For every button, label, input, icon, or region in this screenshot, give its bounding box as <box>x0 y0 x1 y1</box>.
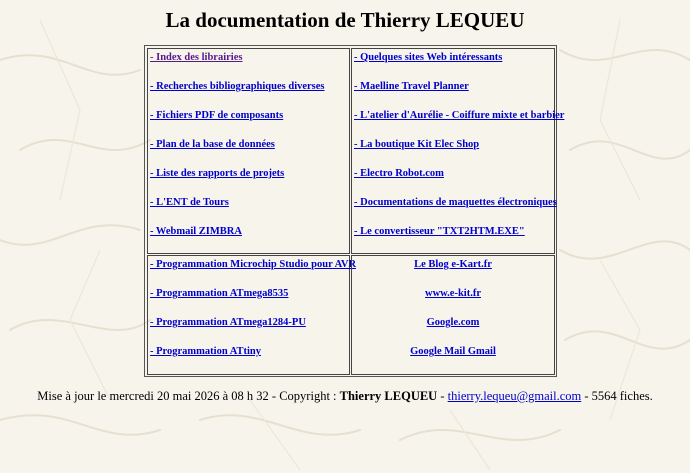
link-atelier-aurelie[interactable]: - L'atelier d'Aurélie - Coiffure mixte et barbier <box>354 110 565 121</box>
link-maelline[interactable]: - Maelline Travel Planner <box>354 81 469 92</box>
list-item <box>354 168 554 197</box>
link-gmail[interactable]: Google Mail Gmail <box>410 346 496 357</box>
link-convertisseur[interactable]: - Le convertisseur "TXT2HTM.EXE" <box>354 226 525 237</box>
list-item <box>352 346 554 375</box>
list-item <box>352 288 554 317</box>
list-item <box>150 346 349 375</box>
list-item <box>150 168 349 197</box>
link-ent-tours[interactable]: - L'ENT de Tours <box>150 197 229 208</box>
list-item <box>150 81 349 110</box>
list-item <box>352 259 554 288</box>
link-atmega1284[interactable]: - Programmation ATmega1284-PU <box>150 317 306 328</box>
link-microchip-studio[interactable]: - Programmation Microchip Studio pour AVR <box>150 259 357 270</box>
cell-bottom-left <box>147 255 357 375</box>
link-sites-web[interactable]: - Quelques sites Web intéressants <box>354 52 503 63</box>
list-item <box>150 226 349 255</box>
link-plan-base-donnees[interactable]: - Plan de la base de données <box>150 139 275 150</box>
link-google[interactable]: Google.com <box>426 317 480 328</box>
footer-update-text: Mise à jour le mercredi 20 mai 2026 à 08 h 32 - Copyright : <box>37 389 340 403</box>
list-item <box>150 288 349 317</box>
link-ekit[interactable]: www.e-kit.fr <box>425 288 481 299</box>
list-item <box>150 52 349 81</box>
list-item <box>150 110 349 139</box>
cell-bottom-right <box>351 255 555 375</box>
cell-top-left <box>147 48 350 254</box>
list-item <box>352 317 554 346</box>
link-fichiers-pdf[interactable]: - Fichiers PDF de composants <box>150 110 284 121</box>
list-item <box>354 139 554 168</box>
footer-count: - 5564 fiches. <box>581 389 653 403</box>
cell-top-right <box>351 48 565 254</box>
list-item <box>150 139 349 168</box>
link-electro-robot[interactable]: - Electro Robot.com <box>354 168 444 179</box>
list-item <box>354 226 554 255</box>
list-item <box>354 197 557 226</box>
page-title: La documentation de Thierry LEQUEU <box>165 8 525 32</box>
link-liste-rapports[interactable]: - Liste des rapports de projets <box>150 168 285 179</box>
list-item <box>354 81 554 110</box>
links-table <box>144 45 565 377</box>
footer <box>0 389 690 404</box>
list-item <box>150 259 357 288</box>
link-index-librairies[interactable]: - Index des librairies <box>150 52 243 63</box>
footer-author: Thierry LEQUEU <box>339 389 438 403</box>
link-recherches-bibliographiques[interactable]: - Recherches bibliographiques diverses <box>150 81 325 92</box>
link-documentations-maquettes[interactable]: - Documentations de maquettes électroniques <box>354 197 557 208</box>
list-item <box>354 110 565 139</box>
link-kit-elec-shop[interactable]: - La boutique Kit Elec Shop <box>354 139 480 150</box>
link-blog-ekart[interactable]: Le Blog e-Kart.fr <box>414 259 492 270</box>
list-item <box>150 317 349 346</box>
footer-separator: - <box>437 389 448 403</box>
link-atmega8535[interactable]: - Programmation ATmega8535 <box>150 288 289 299</box>
link-webmail-zimbra[interactable]: - Webmail ZIMBRA <box>150 226 242 237</box>
link-attiny[interactable]: - Programmation ATtiny <box>150 346 262 357</box>
footer-email-link[interactable]: thierry.lequeu@gmail.com <box>447 389 582 403</box>
list-item <box>354 52 554 81</box>
list-item <box>150 197 349 226</box>
